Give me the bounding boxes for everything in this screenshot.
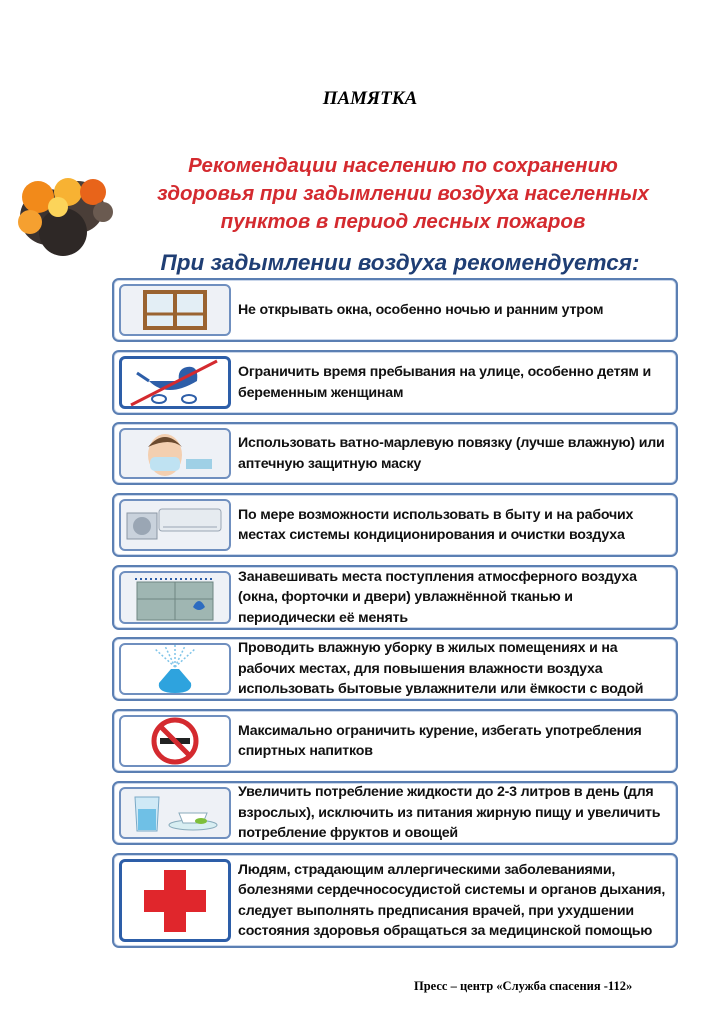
item-text: Проводить влажную уборку в жилых помещениях и на рабочих местах, для повышения влажности воздуха использовать бытовые увлажнители или ёмкости с водой: [238, 640, 644, 698]
heading-line: Рекомендации населению по сохранению: [188, 154, 618, 177]
footer-credit: Пресс – центр «Служба спасения -112»: [414, 979, 633, 993]
water-glass-tea-icon: [119, 787, 231, 839]
recommendation-item: [112, 709, 678, 773]
recommendation-item: [112, 853, 678, 948]
item-text: Людям, страдающим аллергическими заболеваниями, болезнями сердечнососудистой системы и органов дыхания, следует выполнять предписания врачей, при ухудшении состояния здоровья обращаться за медицинской помощью: [238, 861, 666, 939]
heading: [118, 152, 688, 236]
no-stroller-icon: [119, 356, 231, 409]
humidifier-icon: [119, 643, 231, 695]
item-text: Не открывать окна, особенно ночью и ранним утром: [238, 301, 604, 318]
page-title: ПАМЯТКА: [322, 88, 418, 109]
no-smoking-icon: [119, 715, 231, 767]
recommendation-item: [112, 278, 678, 342]
red-cross-icon: [119, 859, 231, 942]
recommendation-item: [112, 422, 678, 485]
face-mask-icon: [119, 428, 231, 479]
item-text: Ограничить время пребывания на улице, особенно детям и беременным женщинам: [238, 364, 651, 401]
heading-line: здоровья при задымлении воздуха населенных: [157, 182, 649, 205]
recommendation-item: [112, 565, 678, 630]
recommendation-item: [112, 350, 678, 415]
item-text: Использовать ватно-марлевую повязку (лучше влажную) или аптечную защитную маску: [238, 435, 665, 472]
wet-curtain-window-icon: [119, 571, 231, 624]
item-text: Занавешивать места поступления атмосферного воздуха (окна, форточки и двери) увлажнённой тканью и периодически её менять: [238, 568, 637, 626]
item-text: Максимально ограничить курение, избегать употребления спиртных напитков: [238, 722, 642, 759]
subheading: При задымлении воздуха рекомендуется:: [160, 250, 640, 275]
explosion-icon: [8, 162, 123, 262]
recommendation-item: [112, 637, 678, 701]
item-text: По мере возможности использовать в быту и на рабочих местах системы кондиционирования и очистки воздуха: [238, 506, 634, 543]
item-text: Увеличить потребление жидкости до 2-3 литров в день (для взрослых), исключить из питания жирную пищу и увеличить потребление фруктов и овощей: [238, 784, 661, 842]
window-icon: [119, 284, 231, 336]
recommendation-item: [112, 781, 678, 845]
heading-line: пунктов в период лесных пожаров: [220, 210, 586, 233]
air-conditioner-icon: [119, 499, 231, 551]
recommendation-item: [112, 493, 678, 557]
